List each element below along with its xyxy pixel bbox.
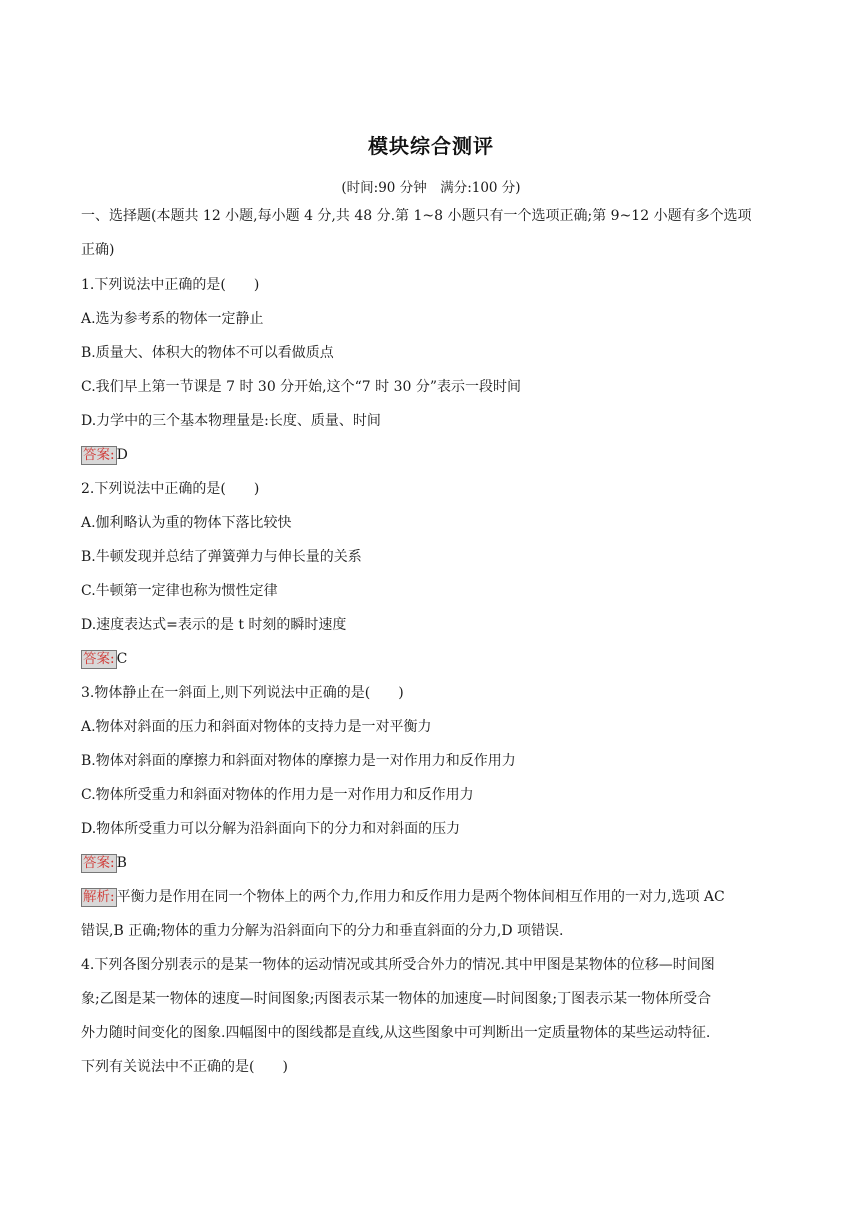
q3-option-a: A.物体对斜面的压力和斜面对物体的支持力是一对平衡力	[81, 719, 432, 735]
q1-stem: 1.下列说法中正确的是( )	[81, 277, 260, 293]
q3-answer-value: B	[116, 855, 127, 871]
section-heading-cont: 正确)	[81, 242, 115, 258]
q2-stem: 2.下列说法中正确的是( )	[81, 481, 260, 497]
q1-option-d: D.力学中的三个基本物理量是:长度、质量、时间	[81, 413, 381, 429]
q2-option-a: A.伽利略认为重的物体下落比较快	[81, 515, 292, 531]
q3-analysis-text: 平衡力是作用在同一个物体上的两个力,作用力和反作用力是两个物体间相互作用的一对力,选项 AC	[116, 889, 725, 905]
q3-option-c: C.物体所受重力和斜面对物体的作用力是一对作用力和反作用力	[81, 787, 474, 803]
answer-tag: 答案:	[83, 651, 115, 667]
q1-option-b: B.质量大、体积大的物体不可以看做质点	[81, 345, 334, 361]
q4-stem-line1: 4.下列各图分别表示的是某一物体的运动情况或其所受合外力的情况.其中甲图是某物体的位移—时间图	[81, 957, 715, 973]
q1-answer-value: D	[116, 447, 128, 463]
q3-option-b: B.物体对斜面的摩擦力和斜面对物体的摩擦力是一对作用力和反作用力	[81, 753, 516, 769]
q3-stem: 3.物体静止在一斜面上,则下列说法中正确的是( )	[81, 685, 404, 701]
q1-option-c: C.我们早上第一节课是 7 时 30 分开始,这个“7 时 30 分”表示一段时间	[81, 379, 522, 395]
q4-stem-line2: 象;乙图是某一物体的速度—时间图象;丙图表示某一物体的加速度—时间图象;丁图表示某一物体所受合	[81, 991, 712, 1007]
answer-tag: 答案:	[83, 447, 115, 463]
q2-answer	[81, 649, 127, 669]
q3-answer	[81, 853, 127, 873]
q4-stem-line3: 外力随时间变化的图象.四幅图中的图线都是直线,从这些图象中可判断出一定质量物体的某些运动特征.	[81, 1025, 711, 1041]
q3-analysis	[81, 887, 725, 907]
analysis-tag: 解析:	[83, 889, 115, 905]
q1-option-a: A.选为参考系的物体一定静止	[81, 311, 264, 327]
q1-answer	[81, 445, 128, 465]
section-heading: 一、选择题(本题共 12 小题,每小题 4 分,共 48 分.第 1~8 小题只有一个选项正确;第 9~12 小题有多个选项	[81, 208, 752, 224]
q2-answer-value: C	[116, 651, 128, 667]
exam-info: (时间:90 分钟 满分:100 分)	[341, 180, 521, 196]
page-title: 模块综合测评	[368, 134, 494, 158]
q4-stem-line4: 下列有关说法中不正确的是( )	[81, 1059, 288, 1075]
answer-tag: 答案:	[83, 855, 115, 871]
q3-option-d: D.物体所受重力可以分解为沿斜面向下的分力和对斜面的压力	[81, 821, 461, 837]
q2-option-b: B.牛顿发现并总结了弹簧弹力与伸长量的关系	[81, 549, 362, 565]
q3-analysis-cont: 错误,B 正确;物体的重力分解为沿斜面向下的分力和垂直斜面的分力,D 项错误.	[81, 923, 564, 939]
q2-option-c: C.牛顿第一定律也称为惯性定律	[81, 583, 278, 599]
q2-option-d: D.速度表达式=表示的是 t 时刻的瞬时速度	[81, 617, 347, 633]
